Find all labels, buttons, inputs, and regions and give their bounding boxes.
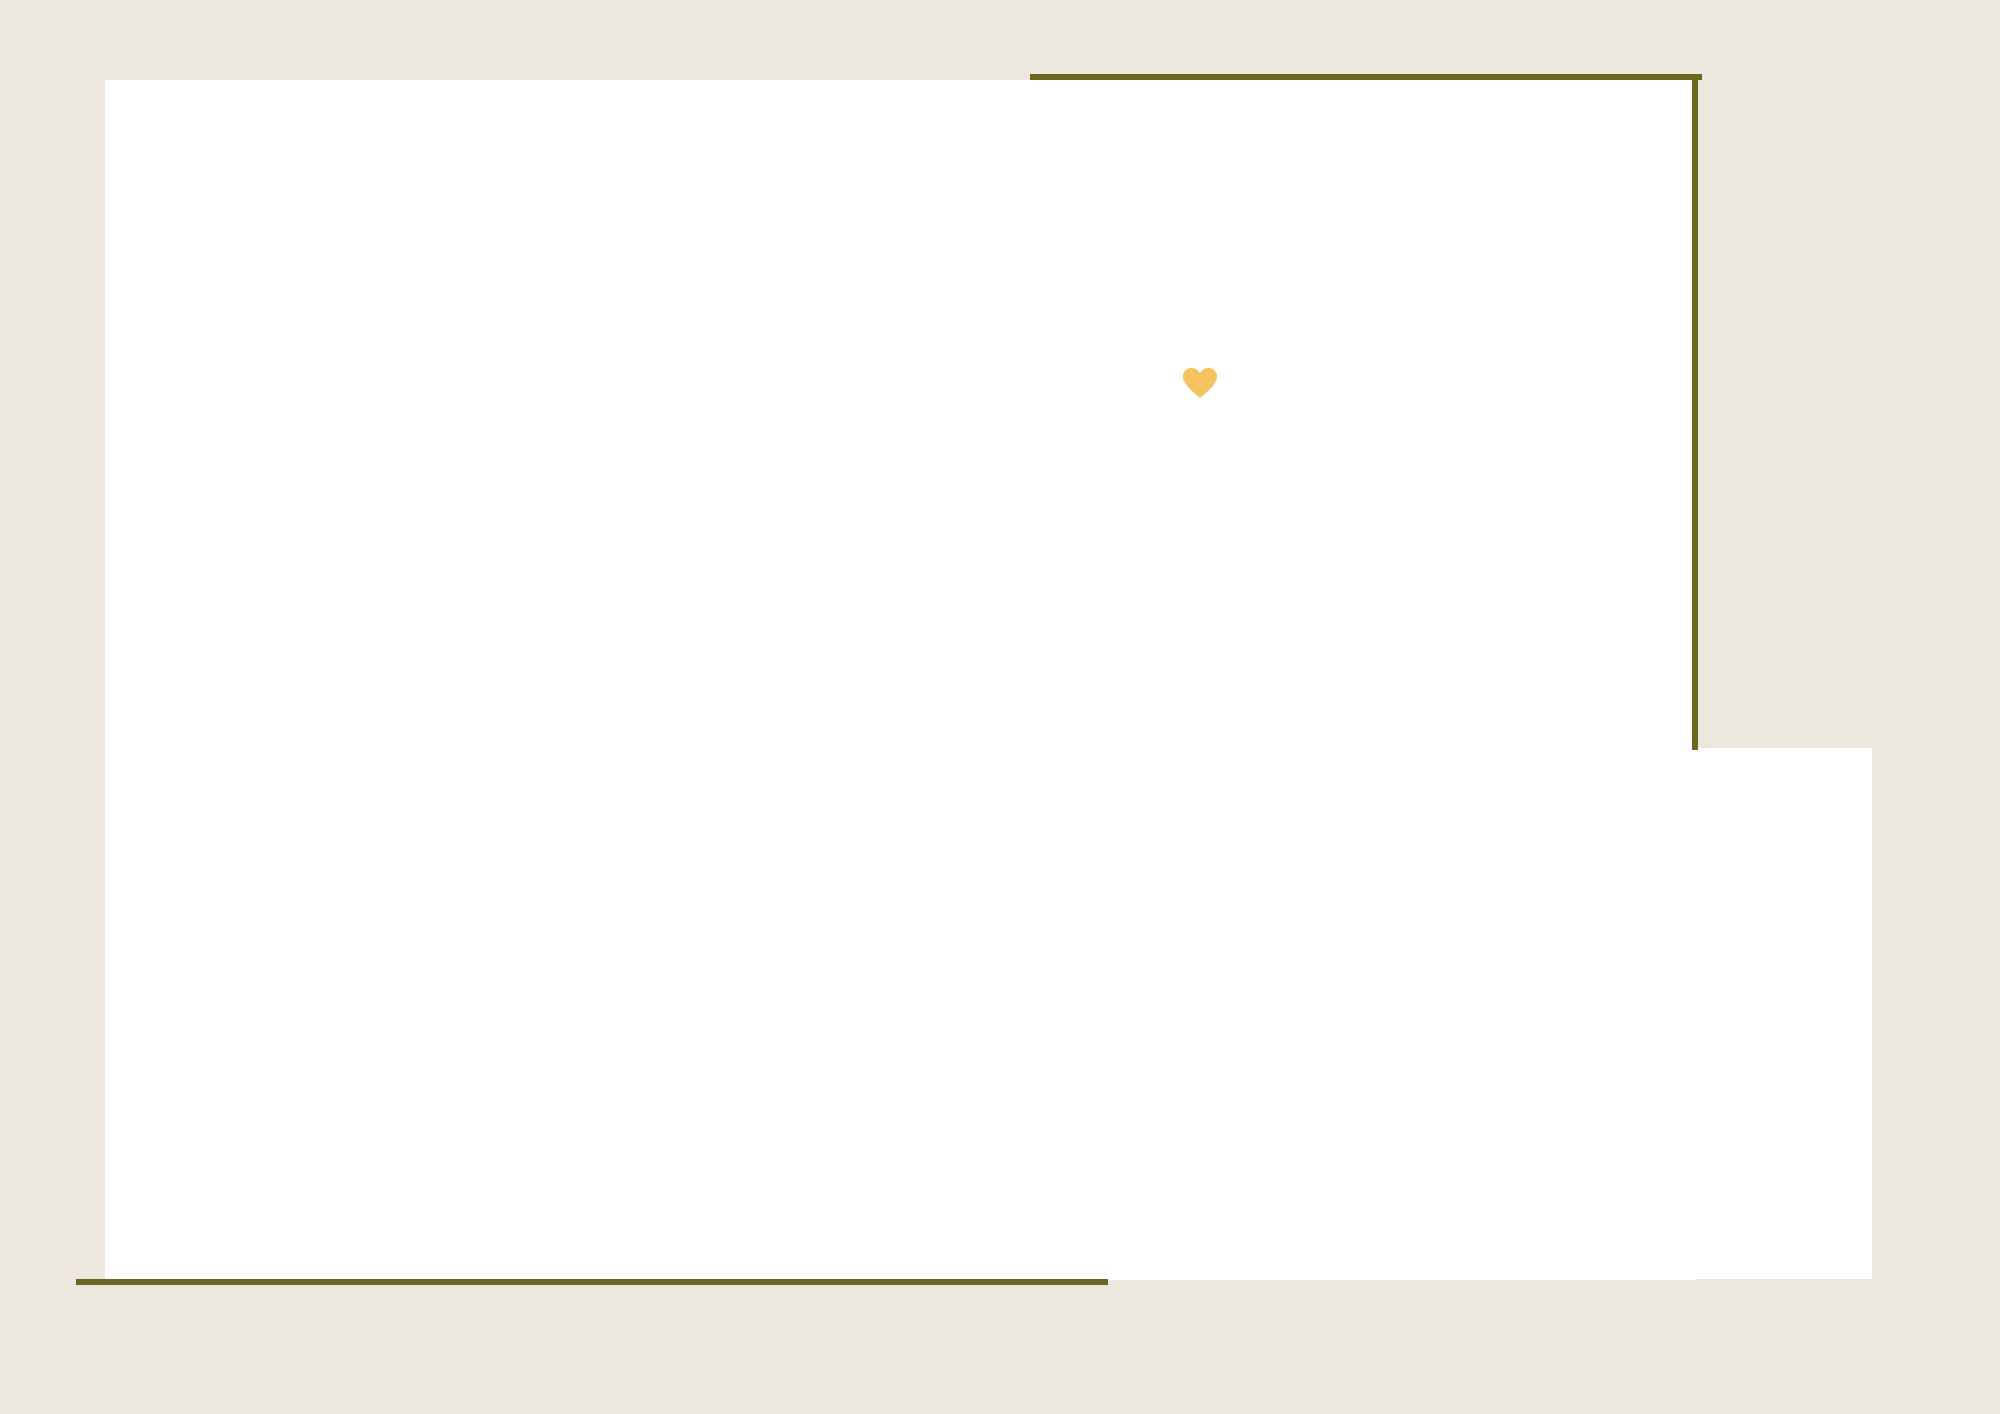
announcement-block bbox=[905, 342, 1485, 419]
frame-line-right bbox=[1692, 74, 1698, 750]
frame-line-top bbox=[1030, 74, 1702, 80]
olive-branch-decoration-bottom bbox=[0, 1280, 655, 1414]
olive-branch-decoration-top bbox=[986, 0, 1498, 82]
frame-line-bottom bbox=[76, 1279, 1108, 1285]
menu-card-extension bbox=[1500, 748, 1872, 1279]
heart-icon bbox=[1182, 367, 1218, 399]
menu-items-column bbox=[115, 212, 875, 380]
